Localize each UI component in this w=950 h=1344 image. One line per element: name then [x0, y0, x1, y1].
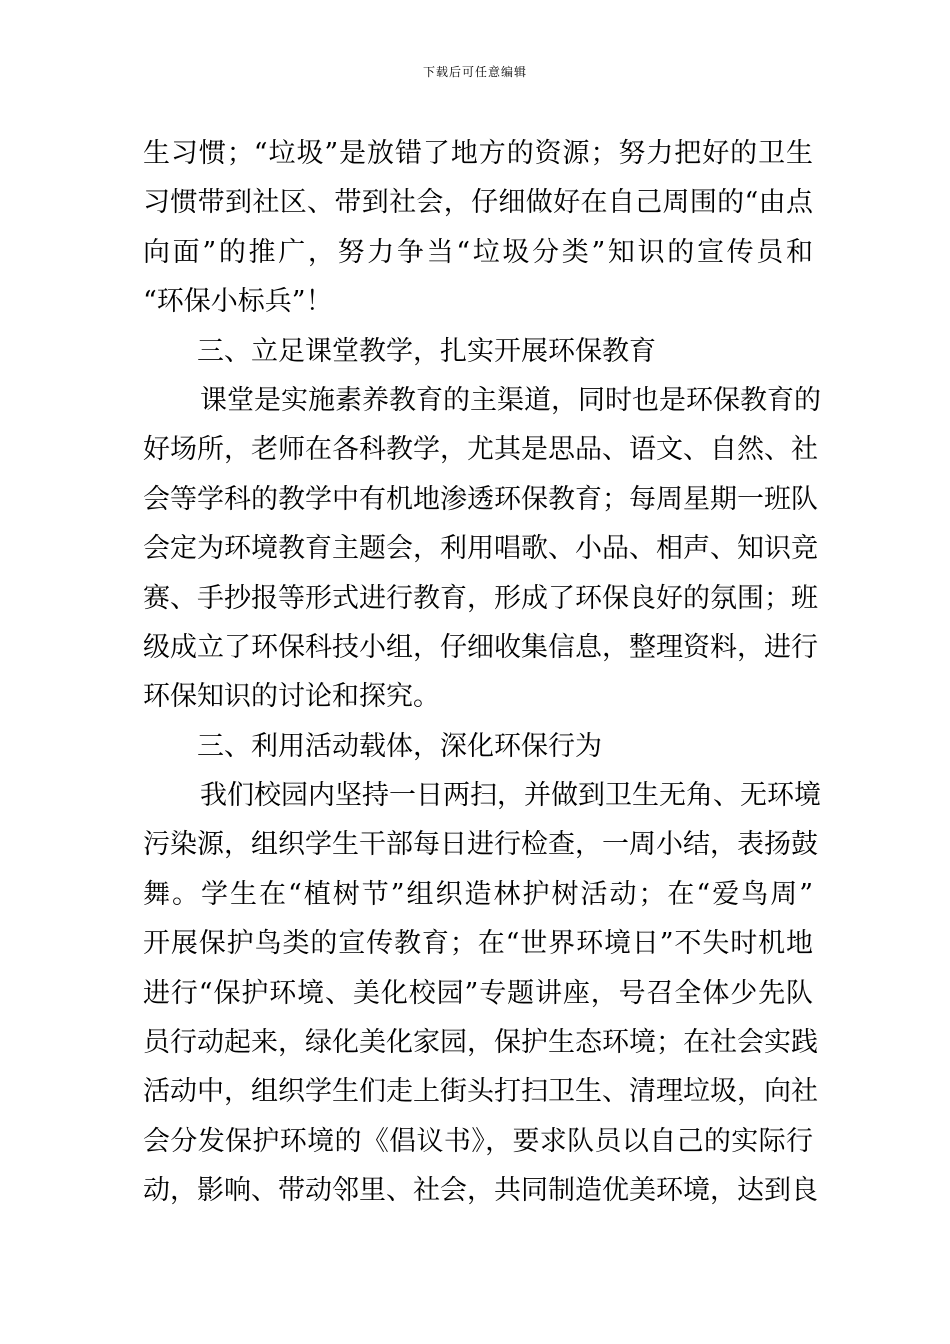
text-line: 生习惯；“垃圾”是放错了地方的资源；努力把好的卫生: [143, 138, 813, 169]
text-line: 习惯带到社区、带到社会，仔细做好在自己周围的“由点: [143, 187, 813, 219]
text-line: 员行动起来，绿化美化家园，保护生态环境；在社会实践: [143, 1027, 818, 1059]
text-line: 活动中，组织学生们走上街头打扫卫生、清理垃圾，向社: [143, 1076, 818, 1108]
text-line: 环保知识的讨论和探究。: [143, 681, 440, 713]
section-heading: 三、立足课堂教学，扎实开展环保教育: [197, 335, 656, 367]
text-line: 我们校园内坚持一日两扫，并做到卫生无角、无环境: [200, 780, 821, 812]
text-line: 开展保护鸟类的宣传教育；在“世界环境日”不失时机地: [143, 928, 813, 960]
document-body: [143, 129, 821, 1216]
text-line: “环保小标兵”！: [143, 286, 333, 318]
text-line: 舞。学生在“植树节”组织造林护树活动；在“爱鸟周”: [143, 878, 813, 910]
text-line: 污染源，组织学生干部每日进行检查，一周小结，表扬鼓: [143, 829, 818, 861]
section-heading: 三、利用活动载体，深化环保行为: [197, 730, 602, 762]
text-line: 向面”的推广，努力争当“垃圾分类”知识的宣传员和: [143, 236, 813, 268]
text-line: 进行“保护环境、美化校园”专题讲座，号召全体少先队: [143, 977, 813, 1009]
text-line: 课堂是实施素养教育的主渠道，同时也是环保教育的: [200, 384, 821, 416]
text-line: 会等学科的教学中有机地渗透环保教育；每周星期一班队: [143, 483, 818, 515]
page-header: 下载后可任意编辑: [422, 65, 527, 79]
text-line: 赛、手抄报等形式进行教育，形成了环保良好的氛围；班: [143, 582, 818, 614]
text-line: 会定为环境教育主题会，利用唱歌、小品、相声、知识竞: [143, 533, 818, 565]
text-line: 会分发保护环境的《倡议书》，要求队员以自己的实际行: [143, 1125, 813, 1157]
text-line: 级成立了环保科技小组，仔细收集信息，整理资料，进行: [143, 631, 818, 663]
text-line: 动，影响、带动邻里、社会，共同制造优美环境，达到良: [143, 1175, 818, 1207]
text-line: 好场所，老师在各科教学，尤其是思品、语文、自然、社: [143, 434, 818, 466]
